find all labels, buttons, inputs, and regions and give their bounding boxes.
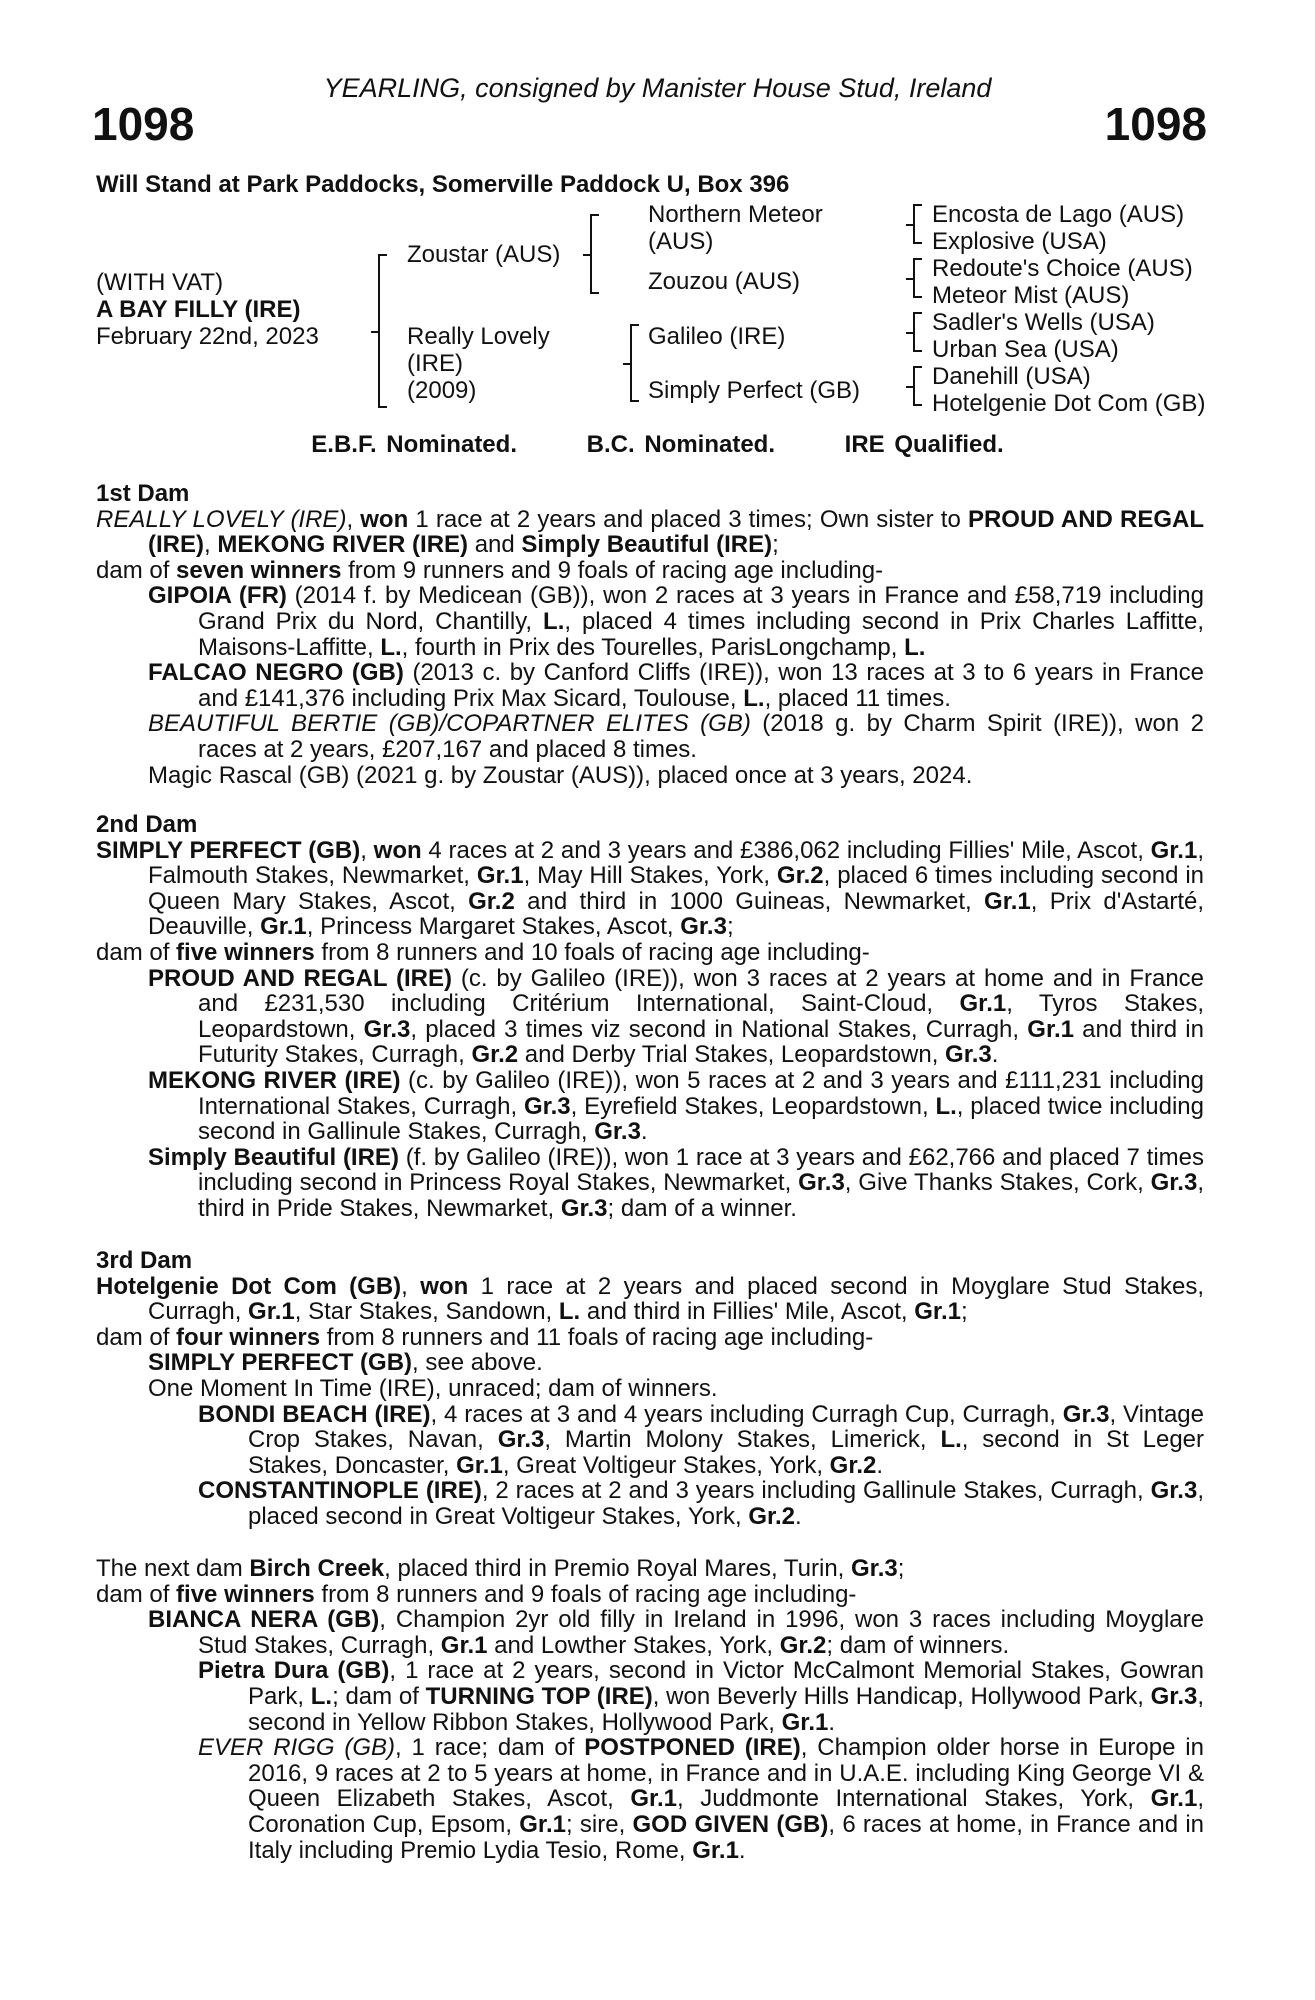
bold-text-run: Gr.3 <box>1062 1400 1110 1428</box>
text-run: , <box>401 1272 421 1300</box>
bold-text-run: Gr.2 <box>776 862 824 890</box>
text-run: (c. by Galileo (IRE)), won 5 races at 2 and 3 years and £111,231 including International Stakes, Curragh, <box>198 1066 1204 1120</box>
bold-text-run: Gr.2 <box>468 887 515 915</box>
grand-progeny-entry <box>96 1402 1204 1479</box>
text-run: , 1 race; dam of <box>395 1734 585 1762</box>
text-run: (2014 f. by Medicean (GB)), won 2 races at 3 years in France and £58,719 including Grand Prix du Nord, Chantilly, <box>198 582 1205 635</box>
text-run: , <box>204 531 218 559</box>
text-run: 1 race at 2 years and placed 3 times; Own sister to <box>408 505 968 533</box>
bold-text-run: MEKONG RIVER (IRE) <box>148 1066 401 1094</box>
pedigree-dds: Danehill (USA) <box>932 363 1091 390</box>
third-dam-section <box>96 1248 1204 1530</box>
text-run: , Martin Molony Stakes, Limerick, <box>544 1426 941 1454</box>
text-run: ; <box>897 1555 905 1582</box>
progeny-entry <box>96 583 1204 660</box>
pedigree-dam-line3: (2009) <box>407 377 477 404</box>
lot-number-left: 1098 <box>92 98 195 150</box>
bold-text-run: Gr.3 <box>945 1041 992 1069</box>
bold-text-run: Gr.1 <box>476 862 524 890</box>
text-run: , <box>360 836 374 864</box>
bold-text-run: Gr.1 <box>248 1298 295 1326</box>
text-run: from 8 runners and 9 foals of racing age including- <box>314 1580 857 1608</box>
text-run: , second in St Leger Stakes, Doncaster, <box>248 1426 1205 1479</box>
pedigree-dam-dam: Simply Perfect (GB) <box>648 377 861 404</box>
bold-text-run: Gr.3 <box>1150 1169 1198 1197</box>
bold-text-run: Gr.1 <box>984 887 1031 915</box>
text-run: , placed 3 times viz second in National Stakes, Curragh, <box>410 1015 1028 1043</box>
bold-text-run: Gr.1 <box>959 990 1007 1018</box>
text-run: , placed third in Premio Royal Mares, Turin, <box>384 1555 852 1582</box>
pedigree-dam-line2: (IRE) <box>407 350 463 377</box>
text-run: . <box>828 1708 836 1736</box>
text-run: Magic Rascal (GB) (2021 g. by Zoustar (AUS)), placed once at 3 years, 2024. <box>148 761 973 789</box>
bold-text-run: Gr.3 <box>798 1169 845 1197</box>
bold-text-run: five winners <box>176 938 315 966</box>
text-run: , Falmouth Stakes, Newmarket, <box>148 836 1204 890</box>
foaling-date: February 22nd, 2023 <box>96 323 319 350</box>
dam-record <box>96 838 1204 940</box>
text-run: , Princess Margaret Stakes, Ascot, <box>306 913 681 941</box>
bold-text-run: Hotelgenie Dot Com (GB) <box>96 1272 402 1300</box>
dam-produce-summary <box>96 1582 1204 1608</box>
text-run: dam of <box>96 1323 177 1351</box>
pedigree-bracket-ss <box>913 204 922 244</box>
pedigree-bracket-main <box>378 254 387 408</box>
bold-text-run: Pietra Dura (GB) <box>198 1657 390 1685</box>
bold-text-run: Gr.3 <box>363 1015 411 1043</box>
text-run: and Lowther Stakes, York, <box>487 1631 780 1659</box>
italic-text-run: REALLY LOVELY (IRE) <box>96 505 347 533</box>
bold-text-run: L. <box>310 1682 333 1710</box>
pedigree-bracket-ds <box>913 312 922 352</box>
bold-text-run: Gr.1 <box>781 1708 829 1736</box>
pedigree-dsd: Urban Sea (USA) <box>932 336 1119 363</box>
progeny-entry <box>96 711 1204 762</box>
pedigree-dam-line1: Really Lovely <box>407 323 550 350</box>
text-run: , placed 11 times. <box>764 684 951 712</box>
text-run: . <box>876 1451 884 1479</box>
bold-text-run: Gr.3 <box>594 1118 641 1146</box>
text-run: , 6 races at home, in France and in Italy including Premio Lydia Tesio, Rome, <box>248 1810 1205 1864</box>
text-run: and third in Futurity Stakes, Curragh, <box>198 1015 1204 1069</box>
text-run: , Juddmonte International Stakes, York, <box>677 1785 1151 1813</box>
text-run: ; dam of a winner. <box>607 1194 797 1222</box>
bold-text-run: CONSTANTINOPLE (IRE) <box>198 1477 482 1505</box>
pedigree-bracket-dam <box>630 324 639 402</box>
nominations-line <box>0 432 1315 458</box>
bold-text-run: Gr.1 <box>1027 1015 1074 1043</box>
text-run: ; sire, <box>565 1810 633 1838</box>
pedigree-bracket-sire <box>590 214 599 294</box>
horse-name: A BAY FILLY (IRE) <box>96 296 301 323</box>
bold-text-run: Gr.1 <box>914 1298 961 1326</box>
pedigree-ssd: Explosive (USA) <box>932 228 1107 255</box>
dam-record <box>96 507 1204 558</box>
bold-text-run: won <box>373 836 422 864</box>
pedigree-dss: Sadler's Wells (USA) <box>932 309 1155 336</box>
section-heading: 3rd Dam <box>96 1247 193 1274</box>
progeny-entry <box>96 1607 1204 1658</box>
text-run: , Eyrefield Stakes, Leopardstown, <box>570 1092 936 1120</box>
next-dam-section <box>96 1556 1204 1863</box>
pedigree-bracket-dd <box>913 366 922 406</box>
bold-text-run: Simply Beautiful (IRE) <box>521 531 773 559</box>
pedigree-sire-sire-line1: Northern Meteor <box>648 201 823 228</box>
bold-text-run: L. <box>940 1426 962 1454</box>
text-run: dam of <box>96 1580 177 1608</box>
bold-text-run: L. <box>380 633 402 661</box>
dam-produce-summary <box>96 1325 1204 1351</box>
text-run: , 4 races at 3 and 4 years including Curragh Cup, Curragh, <box>430 1400 1063 1428</box>
text-run: (f. by Galileo (IRE)), won 1 race at 3 years and £62,766 and placed 7 times including second in Princess Royal Stakes, Newmarket, <box>198 1143 1204 1197</box>
text-run: ; <box>772 531 779 559</box>
pedigree-sds: Redoute's Choice (AUS) <box>932 255 1193 282</box>
text-run: . <box>738 1836 746 1864</box>
text-run: , Vintage Crop Stakes, Navan, <box>248 1400 1205 1454</box>
text-run: , <box>346 505 361 533</box>
bold-text-run: Gr.1 <box>519 1810 566 1838</box>
section-heading: 1st Dam <box>96 480 190 507</box>
text-run: dam of <box>96 556 177 584</box>
text-run: , Star Stakes, Sandown, <box>294 1298 559 1326</box>
bold-text-run: L. <box>904 633 926 661</box>
text-run: , Tyros Stakes, Leopardstown, <box>198 990 1204 1043</box>
progeny-entry <box>96 1145 1204 1222</box>
bold-text-run: Gr.3 <box>680 913 727 941</box>
dam-produce-summary <box>96 940 1204 966</box>
text-run: and <box>468 531 522 559</box>
bold-text-run: FALCAO NEGRO (GB) <box>148 659 404 687</box>
grand-progeny-entry <box>96 1658 1204 1735</box>
bold-text-run: Gr.1 <box>1150 836 1198 864</box>
bold-text-run: Gr.2 <box>829 1451 877 1479</box>
pedigree-sire: Zoustar (AUS) <box>407 241 561 268</box>
text-run: ; <box>726 913 734 941</box>
bold-text-run: seven winners <box>176 556 342 584</box>
bold-text-run: PROUD AND REGAL (IRE) <box>148 505 1204 559</box>
text-run: from 8 runners and 10 foals of racing age including- <box>314 938 870 966</box>
text-run: , 2 races at 2 and 3 years including Gallinule Stakes, Curragh, <box>481 1477 1151 1505</box>
text-run: from 9 runners and 9 foals of racing age including- <box>341 556 884 584</box>
bold-text-run: POSTPONED (IRE) <box>584 1734 801 1762</box>
grand-progeny-entry <box>96 1478 1204 1529</box>
text-run: ; <box>960 1298 968 1326</box>
bold-text-run: Gr.3 <box>523 1092 571 1120</box>
bold-text-run: GIPOIA (FR) <box>148 582 287 610</box>
progeny-entry <box>96 660 1204 711</box>
text-run: , Prix d'Astarté, Deauville, <box>148 887 1205 941</box>
bold-text-run: Gr.2 <box>471 1041 519 1069</box>
bold-text-run: TURNING TOP (IRE) <box>425 1682 653 1710</box>
text-run: (2018 g. by Charm Spirit (IRE)), won 2 races at 2 years, £207,167 and placed 8 times. <box>198 710 1204 763</box>
bold-text-run: Gr.1 <box>440 1631 488 1659</box>
progeny-entry <box>96 1350 1204 1376</box>
bold-text-run: L. <box>935 1092 957 1120</box>
text-run: , third in Pride Stakes, Newmarket, <box>198 1169 1204 1222</box>
pedigree-sss: Encosta de Lago (AUS) <box>932 201 1185 228</box>
bold-text-run: Gr.3 <box>1150 1682 1198 1710</box>
text-run: , Coronation Cup, Epsom, <box>248 1785 1204 1838</box>
bold-text-run: L. <box>743 684 765 712</box>
second-dam-section <box>96 812 1204 1222</box>
text-run: , placed 4 times including second in Prix Charles Laffitte, Maisons-Laffitte, <box>198 607 1204 661</box>
text-run: , second in Yellow Ribbon Stakes, Hollywood Park, <box>248 1682 1205 1736</box>
consignment-line: YEARLING, consigned by Manister House Stud, Ireland <box>323 73 992 103</box>
text-run: 1 race at 2 years and placed second in Moyglare Stud Stakes, Curragh, <box>148 1272 1204 1326</box>
text-run: . <box>991 1041 999 1069</box>
text-run: from 8 runners and 11 foals of racing age including- <box>320 1323 874 1351</box>
italic-text-run: BEAUTIFUL BERTIE (GB)/COPARTNER ELITES (GB) <box>148 710 751 738</box>
text-run: ; dam of <box>332 1682 426 1710</box>
text-run: , Give Thanks Stakes, Cork, <box>844 1169 1151 1197</box>
stand-location: Will Stand at Park Paddocks, Somerville Paddock U, Box 396 <box>96 171 790 198</box>
grand-progeny-entry <box>96 1735 1204 1863</box>
text-run: (2013 c. by Canford Cliffs (IRE)), won 13 races at 3 to 6 years in France and £141,376 including Prix Max Sicard, Toulouse, <box>198 659 1204 712</box>
dam-produce-summary <box>96 558 1204 584</box>
italic-text-run: EVER RIGG (GB) <box>198 1734 396 1762</box>
text-run: , Champion older horse in Europe in 2016, 9 races at 2 to 5 years at home, in France and in U.A.E. including King George VI & Queen Elizabeth Stakes, Ascot, <box>248 1734 1204 1813</box>
text-run: , see above. <box>412 1349 543 1377</box>
text-run: ; dam of winners. <box>826 1631 1010 1659</box>
text-run: dam of <box>96 938 177 966</box>
text-run: and third in Fillies' Mile, Ascot, <box>580 1298 915 1326</box>
text-run: , fourth in Prix des Tourelles, ParisLongchamp, <box>401 633 905 661</box>
bold-text-run: L. <box>543 607 565 635</box>
dam-record <box>96 1556 1204 1582</box>
bold-text-run: Gr.3 <box>497 1426 545 1454</box>
text-run: . <box>640 1118 648 1146</box>
bold-text-run: L. <box>558 1298 581 1326</box>
bold-text-run: GOD GIVEN (GB) <box>632 1810 829 1838</box>
bold-text-run: SIMPLY PERFECT (GB) <box>96 836 361 864</box>
pedigree-sire-dam: Zouzou (AUS) <box>648 268 801 295</box>
section-heading: 2nd Dam <box>96 811 198 838</box>
pedigree-dam-sire: Galileo (IRE) <box>648 323 786 350</box>
dam-record <box>96 1274 1204 1325</box>
bold-text-run: Gr.1 <box>456 1451 503 1479</box>
pedigree-ddd: Hotelgenie Dot Com (GB) <box>932 390 1206 417</box>
vat-note: (WITH VAT) <box>96 269 224 296</box>
text-run: , placed twice including second in Gallinule Stakes, Curragh, <box>198 1092 1205 1146</box>
bold-text-run: PROUD AND REGAL (IRE) <box>148 964 452 992</box>
bold-text-run: Birch Creek <box>249 1555 385 1582</box>
bold-text-run: Gr.1 <box>630 1785 678 1813</box>
text-run: and third in 1000 Guineas, Newmarket, <box>514 887 985 915</box>
nomination-ire: IRE Qualified. <box>844 431 1004 458</box>
text-run: , won Beverly Hills Handicap, Hollywood Park, <box>652 1682 1151 1710</box>
pedigree-sire-sire-line2: (AUS) <box>648 228 714 255</box>
bold-text-run: MEKONG RIVER (IRE) <box>217 531 469 559</box>
first-dam-section <box>96 481 1204 788</box>
text-run: , Great Voltigeur Stakes, York, <box>502 1451 830 1479</box>
bold-text-run: BIANCA NERA (GB) <box>148 1606 380 1634</box>
pedigree-bracket-sd <box>913 258 922 298</box>
text-run: (c. by Galileo (IRE)), won 3 races at 2 years at home and in France and £231,530 including Critérium International, Saint-Cloud, <box>198 964 1205 1018</box>
text-run: , Champion 2yr old filly in Ireland in 1996, won 3 races including Moyglare Stud Stakes, Curragh, <box>198 1606 1204 1659</box>
bold-text-run: Gr.1 <box>260 913 307 941</box>
text-run: The next dam <box>96 1555 250 1582</box>
nomination-bc: B.C. Nominated. <box>586 431 775 458</box>
bold-text-run: Gr.1 <box>692 1836 739 1864</box>
pedigree-sdd: Meteor Mist (AUS) <box>932 282 1130 309</box>
text-run: and Derby Trial Stakes, Leopardstown, <box>518 1041 946 1069</box>
progeny-entry <box>96 763 1204 789</box>
bold-text-run: five winners <box>176 1580 315 1608</box>
bold-text-run: Gr.3 <box>851 1555 898 1582</box>
text-run: , May Hill Stakes, York, <box>523 862 777 890</box>
text-run: 4 races at 2 and 3 years and £386,062 including Fillies' Mile, Ascot, <box>421 836 1151 864</box>
bold-text-run: Gr.2 <box>748 1502 796 1530</box>
bold-text-run: won <box>420 1272 469 1300</box>
text-run: One Moment In Time (IRE), unraced; dam of winners. <box>148 1374 718 1402</box>
bold-text-run: BONDI BEACH (IRE) <box>198 1400 431 1428</box>
bold-text-run: won <box>360 505 409 533</box>
nomination-ebf: E.B.F. Nominated. <box>311 431 517 458</box>
bold-text-run: Simply Beautiful (IRE) <box>148 1143 399 1171</box>
text-run: . <box>795 1502 802 1530</box>
bold-text-run: Gr.2 <box>779 1631 827 1659</box>
lot-number-right: 1098 <box>1104 98 1207 150</box>
progeny-entry <box>96 1068 1204 1145</box>
progeny-entry <box>96 966 1204 1068</box>
bold-text-run: four winners <box>176 1323 321 1351</box>
progeny-entry <box>96 1376 1204 1402</box>
text-run: , 1 race at 2 years, second in Victor McCalmont Memorial Stakes, Gowran Park, <box>248 1657 1205 1710</box>
bold-text-run: Gr.1 <box>1150 1785 1198 1813</box>
bold-text-run: Gr.3 <box>560 1194 608 1222</box>
bold-text-run: SIMPLY PERFECT (GB) <box>148 1349 413 1377</box>
text-run: , placed second in Great Voltigeur Stakes, York, <box>248 1477 1204 1530</box>
text-run: , placed 6 times including second in Queen Mary Stakes, Ascot, <box>148 862 1205 915</box>
bold-text-run: Gr.3 <box>1150 1477 1198 1505</box>
